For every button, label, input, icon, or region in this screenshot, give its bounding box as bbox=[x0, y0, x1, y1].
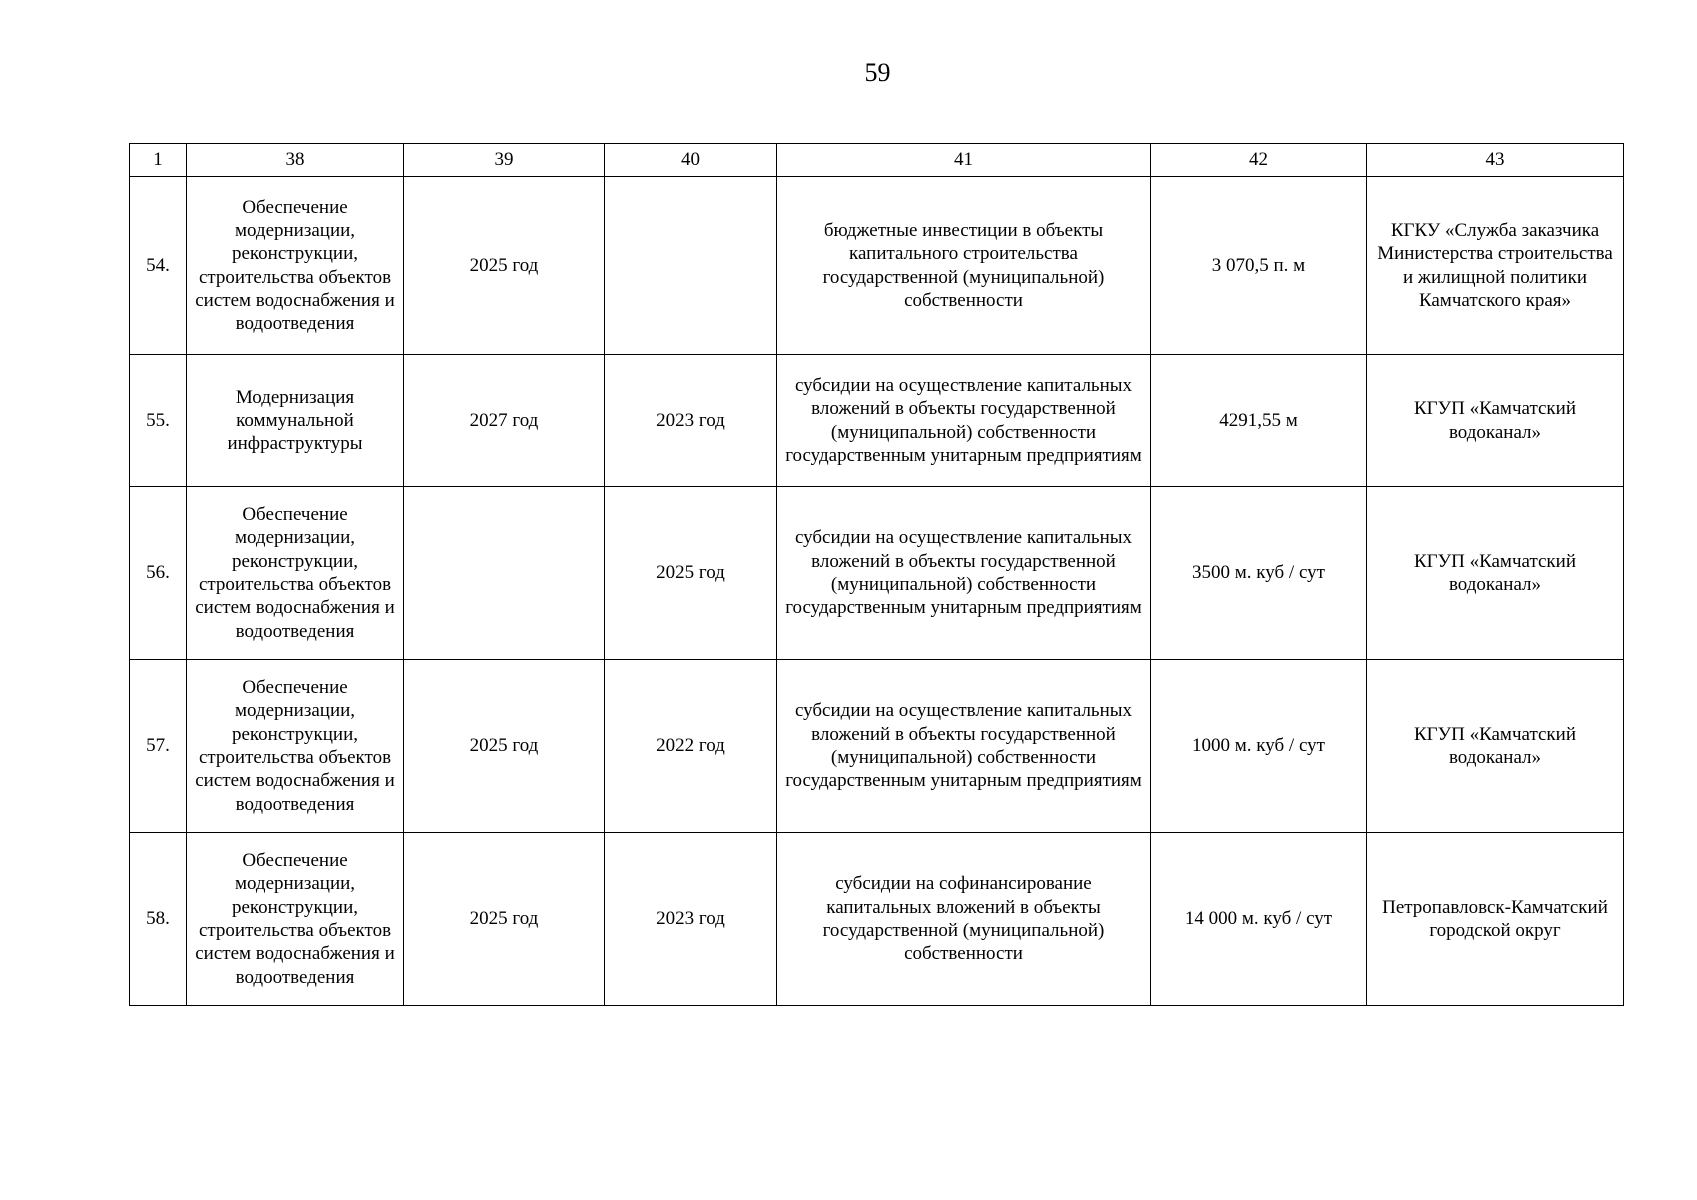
object-name: Обеспечение модернизации, реконструкции, строительства объектов систем водоснабжения и водоотведения bbox=[187, 177, 404, 355]
table-row bbox=[130, 660, 1624, 833]
executor-cell: КГУП «Камчатский водоканал» bbox=[1367, 660, 1624, 833]
header-cell: 1 bbox=[130, 144, 187, 177]
funding-type: субсидии на осуществление капитальных вложений в объекты государственной (муниципальной) собственности государственным унитарным предприятиям bbox=[777, 487, 1151, 660]
funding-type: бюджетные инвестиции в объекты капитального строительства государственной (муниципальной) собственности bbox=[777, 177, 1151, 355]
header-cell: 41 bbox=[777, 144, 1151, 177]
row-number: 58. bbox=[130, 833, 187, 1006]
object-name: Модернизация коммунальной инфраструктуры bbox=[187, 355, 404, 487]
object-name: Обеспечение модернизации, реконструкции, строительства объектов систем водоснабжения и водоотведения bbox=[187, 660, 404, 833]
row-number: 54. bbox=[130, 177, 187, 355]
executor-cell: КГУП «Камчатский водоканал» bbox=[1367, 355, 1624, 487]
year-cell: 2027 год bbox=[404, 355, 605, 487]
year-cell: 2025 год bbox=[605, 487, 777, 660]
header-cell: 40 bbox=[605, 144, 777, 177]
header-cell: 38 bbox=[187, 144, 404, 177]
capacity-cell: 14 000 м. куб / сут bbox=[1151, 833, 1367, 1006]
header-cell: 43 bbox=[1367, 144, 1624, 177]
year-cell: 2023 год bbox=[605, 833, 777, 1006]
executor-cell: КГКУ «Служба заказчика Министерства строительства и жилищной политики Камчатского края» bbox=[1367, 177, 1624, 355]
header-cell: 42 bbox=[1151, 144, 1367, 177]
row-number: 56. bbox=[130, 487, 187, 660]
year-cell bbox=[605, 177, 777, 355]
table-row bbox=[130, 177, 1624, 355]
row-number: 57. bbox=[130, 660, 187, 833]
executor-cell: КГУП «Камчатский водоканал» bbox=[1367, 487, 1624, 660]
executor-cell: Петропавловск-Камчатский городской округ bbox=[1367, 833, 1624, 1006]
year-cell: 2022 год bbox=[605, 660, 777, 833]
year-cell: 2023 год bbox=[605, 355, 777, 487]
year-cell: 2025 год bbox=[404, 833, 605, 1006]
capacity-cell: 1000 м. куб / сут bbox=[1151, 660, 1367, 833]
funding-type: субсидии на осуществление капитальных вложений в объекты государственной (муниципальной) собственности государственным унитарным предприятиям bbox=[777, 660, 1151, 833]
row-number: 55. bbox=[130, 355, 187, 487]
page-number: 59 bbox=[864, 58, 891, 87]
funding-type: субсидии на осуществление капитальных вложений в объекты государственной (муниципальной) собственности государственным унитарным предприятиям bbox=[777, 355, 1151, 487]
capacity-cell: 3 070,5 п. м bbox=[1151, 177, 1367, 355]
table-row bbox=[130, 487, 1624, 660]
object-name: Обеспечение модернизации, реконструкции, строительства объектов систем водоснабжения и водоотведения bbox=[187, 833, 404, 1006]
table-row bbox=[130, 355, 1624, 487]
year-cell bbox=[404, 487, 605, 660]
funding-type: субсидии на софинансирование капитальных вложений в объекты государственной (муниципальной) собственности bbox=[777, 833, 1151, 1006]
capacity-cell: 4291,55 м bbox=[1151, 355, 1367, 487]
capacity-cell: 3500 м. куб / сут bbox=[1151, 487, 1367, 660]
object-name: Обеспечение модернизации, реконструкции, строительства объектов систем водоснабжения и водоотведения bbox=[187, 487, 404, 660]
table-header-row bbox=[130, 144, 1624, 177]
year-cell: 2025 год bbox=[404, 660, 605, 833]
table-row bbox=[130, 833, 1624, 1006]
data-table bbox=[129, 143, 1624, 1006]
header-cell: 39 bbox=[404, 144, 605, 177]
year-cell: 2025 год bbox=[404, 177, 605, 355]
